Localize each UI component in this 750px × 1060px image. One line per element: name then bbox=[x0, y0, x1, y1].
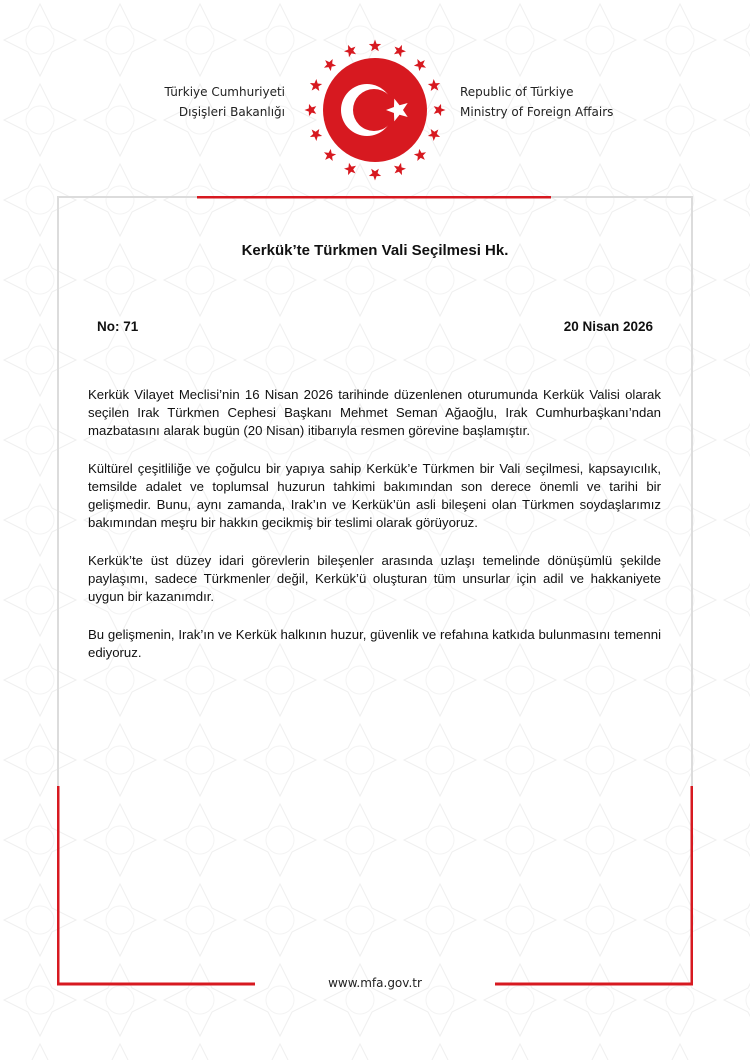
emblem-small-star-icon bbox=[305, 104, 317, 116]
ministry-emblem-crescent-star-icon bbox=[302, 37, 448, 183]
emblem-small-star-icon bbox=[394, 45, 406, 57]
ministry-name-en bbox=[460, 82, 613, 122]
letterhead bbox=[0, 0, 750, 190]
emblem-small-star-icon bbox=[414, 149, 426, 161]
body-paragraph: Bu gelişmenin, Irak’ın ve Kerkük halkının huzur, güvenlik ve refahına katkıda bulunmasını temenni ediyoruz. bbox=[88, 627, 661, 660]
ministry-name-tr-line2: Dışişleri Bakanlığı bbox=[178, 105, 285, 119]
emblem-small-star-icon bbox=[344, 45, 356, 57]
emblem-small-star-icon bbox=[369, 40, 381, 52]
ministry-name-tr-line1: Türkiye Cumhuriyeti bbox=[164, 85, 285, 99]
emblem-small-star-icon bbox=[369, 169, 381, 181]
footer-website-link[interactable]: www.mfa.gov.tr bbox=[328, 976, 422, 990]
emblem-small-star-icon bbox=[344, 163, 356, 175]
body-paragraph: Kerkük Vilayet Meclisi’nin 16 Nisan 2026 tarihinde düzenlenen oturumunda Kerkük Valisi olarak seçilen Irak Türkmen Cephesi Başkanı Mehmet Seman Ağaoğlu, Irak Cumhurbaşkanı’ndan mazbatasını alarak bugün (20 Nisan) itibarıyla resmen görevine başlamıştır. bbox=[88, 387, 661, 438]
emblem-small-star-icon bbox=[428, 129, 440, 141]
ministry-name-en-line2: Ministry of Foreign Affairs bbox=[460, 105, 614, 119]
emblem-small-star-icon bbox=[324, 59, 336, 71]
emblem-small-star-icon bbox=[394, 163, 406, 175]
body-paragraph: Kültürel çeşitliliğe ve çoğulcu bir yapıya sahip Kerkük’e Türkmen bir Vali seçilmesi, kapsayıcılık, temsilde adalet ve toplumsal huzurun tahkimi bakımından son derece önemli ve tarihi bir gelişmedir. Bunu, aynı zamanda, Irak’ın ve Kerkük’ün asli bileşeni olan Türkmen soydaşlarımız bakımından meşru bir hakkın gecikmiş bir teslimi olarak görüyoruz. bbox=[88, 461, 661, 530]
document-date: 20 Nisan 2026 bbox=[563, 319, 653, 334]
body-paragraph: Kerkük’te üst düzey idari görevlerin bileşenler arasında uzlaşı temelinde dönüşümlü şekilde paylaşımı, sadece Türkmenler değil, Kerkük’ü oluşturan tüm unsurlar için adil ve hakkaniyete uygun bir kazanımdır. bbox=[88, 553, 661, 604]
document-title: Kerkük’te Türkmen Vali Seçilmesi Hk. bbox=[241, 242, 509, 259]
emblem-small-star-icon bbox=[414, 59, 426, 71]
document-number: No: 71 bbox=[97, 319, 139, 334]
ministry-name-tr bbox=[165, 82, 285, 122]
emblem-small-star-icon bbox=[428, 79, 440, 91]
emblem-small-star-icon bbox=[434, 104, 446, 116]
document-body bbox=[88, 386, 661, 682]
ministry-name-en-line1: Republic of Türkiye bbox=[460, 85, 574, 99]
emblem-small-star-icon bbox=[324, 149, 336, 161]
emblem-small-star-icon bbox=[310, 129, 322, 141]
emblem-small-star-icon bbox=[310, 79, 322, 91]
